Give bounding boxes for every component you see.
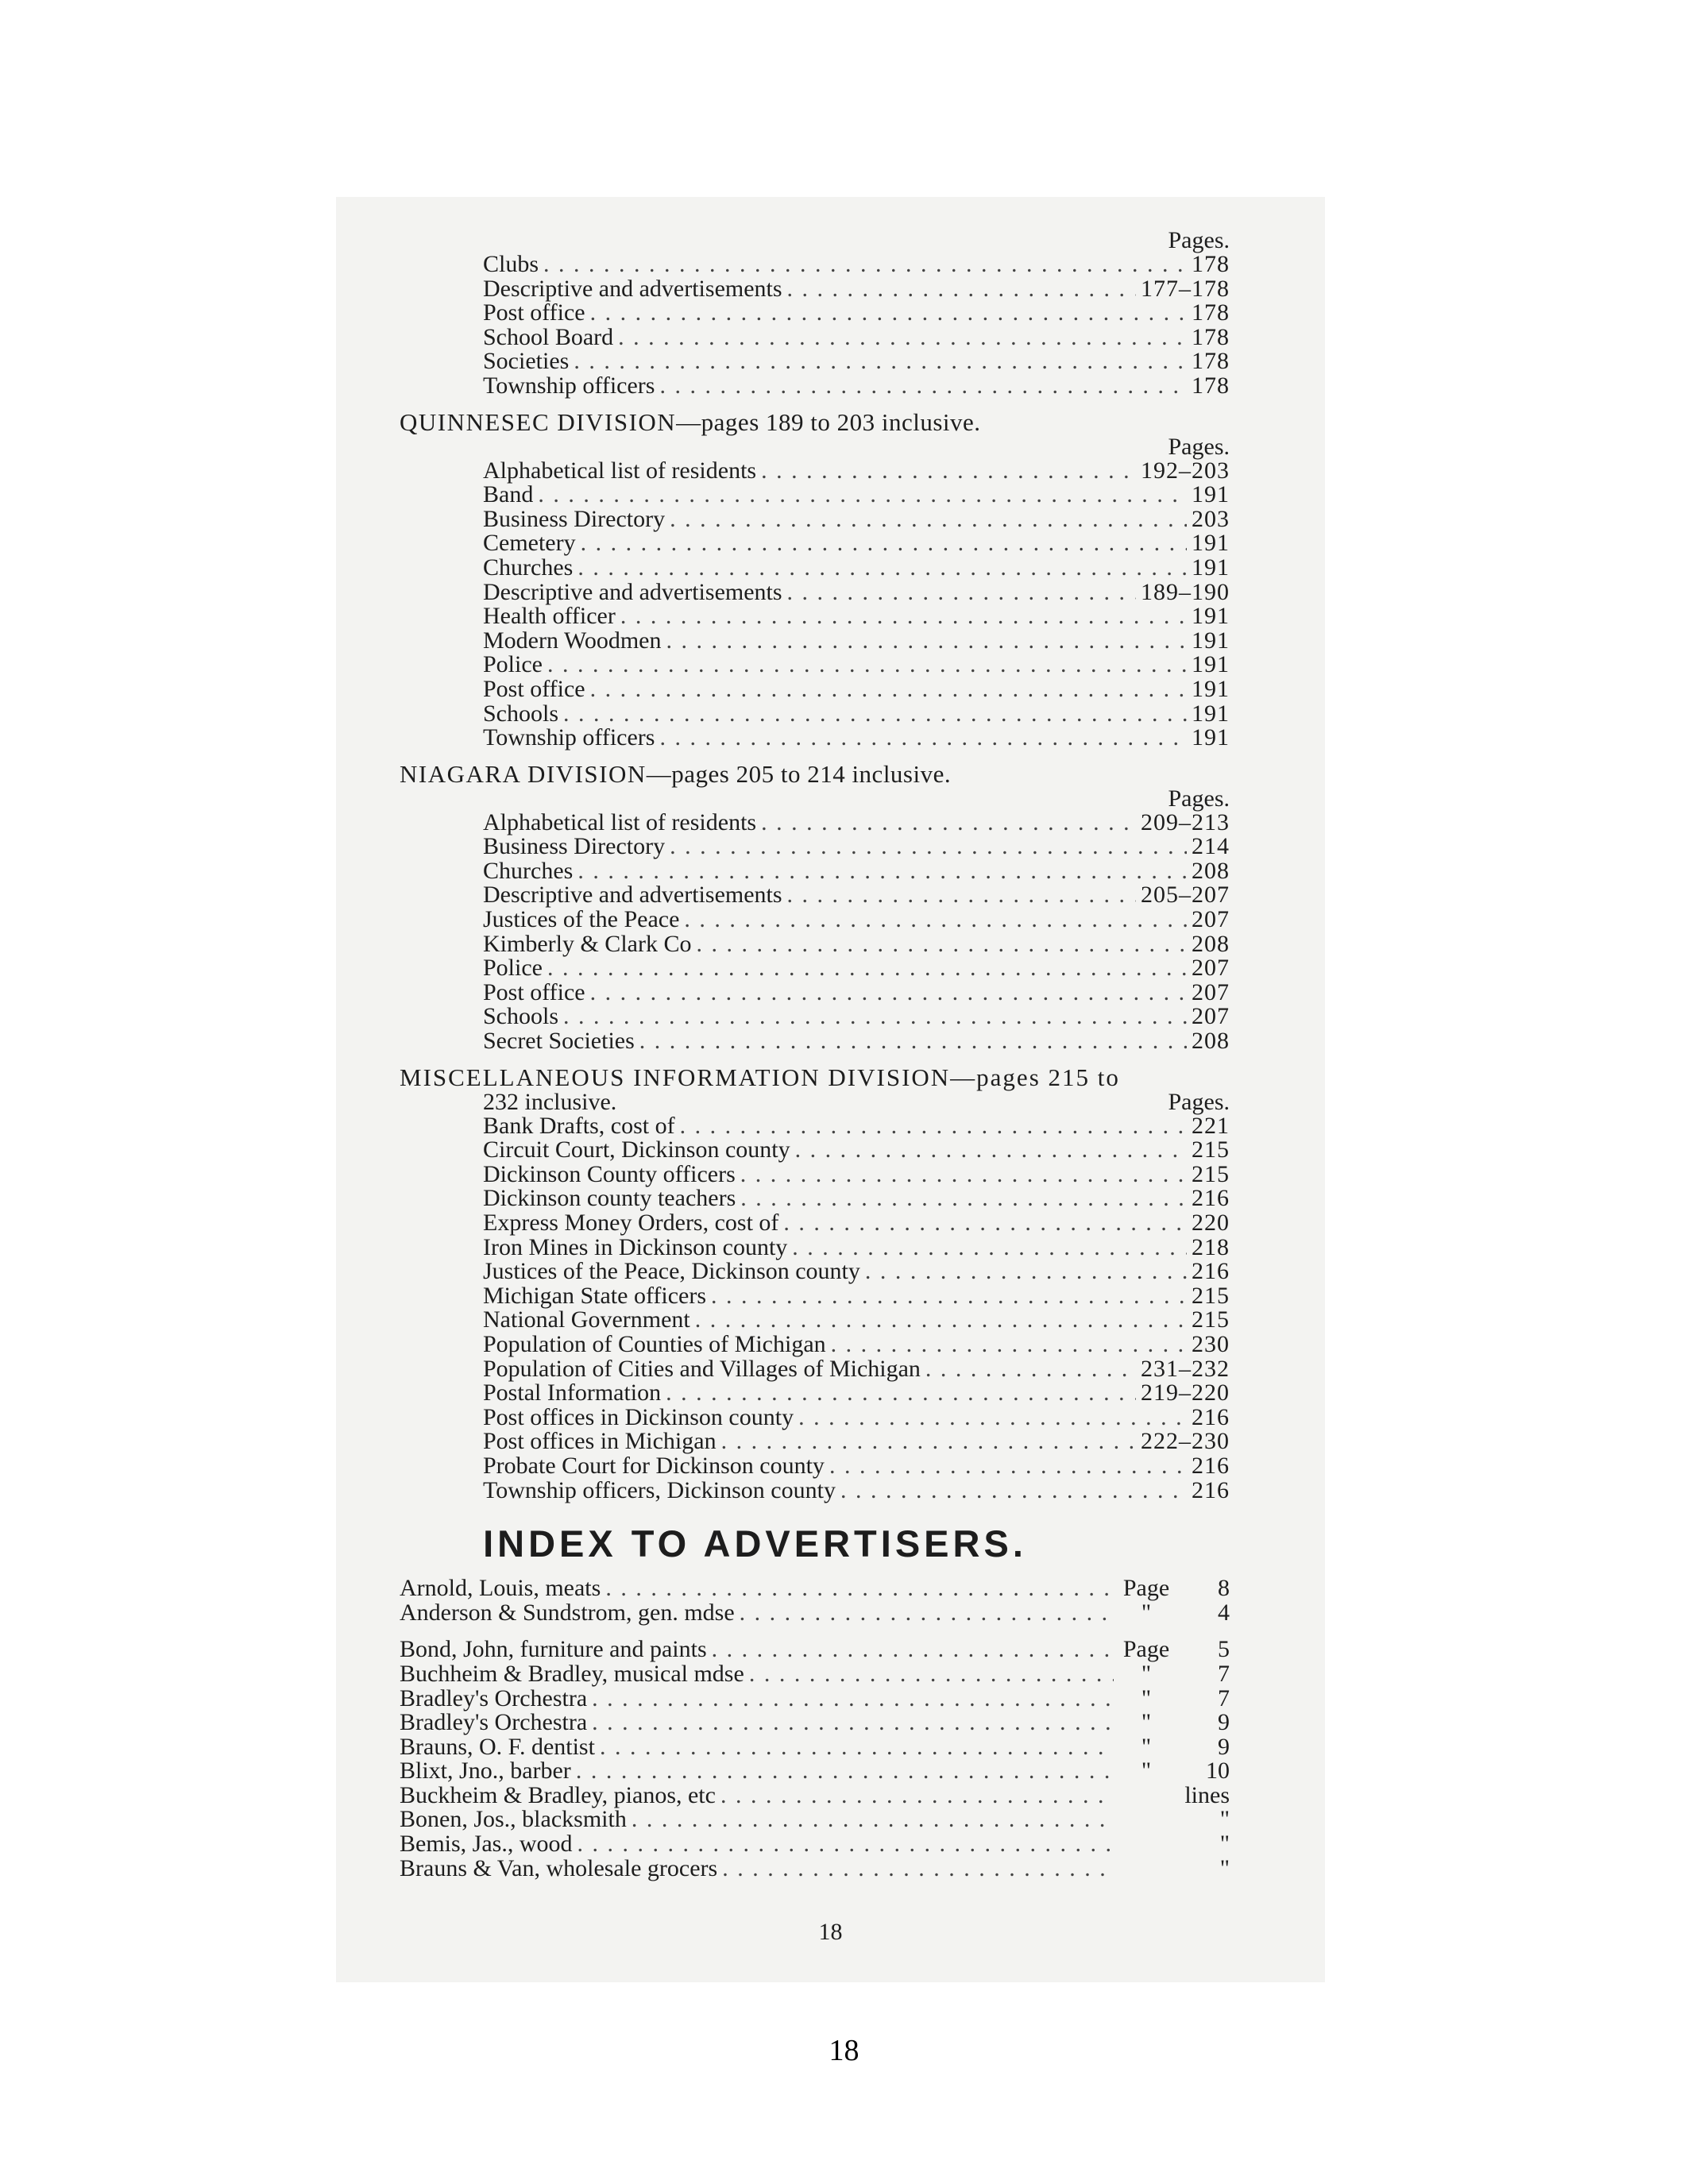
dot-leader — [547, 956, 1187, 981]
dot-leader — [722, 1857, 1114, 1881]
section-title: QUINNESEC DIVISION — [400, 407, 677, 436]
index-entry — [483, 578, 1230, 605]
index-entry — [483, 1284, 1230, 1309]
entry-label: Circuit Court, Dickinson county — [483, 1136, 790, 1163]
dot-leader — [795, 1138, 1187, 1163]
dot-leader — [787, 883, 1136, 908]
dot-leader — [592, 1687, 1114, 1711]
entry-pages: 191 — [1192, 675, 1230, 702]
entry-pages: 178 — [1192, 348, 1230, 375]
entry-label: National Government — [483, 1306, 690, 1333]
entry-label: Post office — [483, 299, 585, 326]
entry-label: Michigan State officers — [483, 1282, 707, 1309]
index-entry — [483, 1005, 1230, 1029]
entry-page-number: 8 — [1218, 1575, 1230, 1602]
entry-page-label: " — [1141, 1684, 1152, 1711]
entry-label: Arnold, Louis, meats — [400, 1575, 601, 1602]
index-entry — [400, 1808, 1230, 1832]
entry-pages: 209–213 — [1141, 808, 1230, 835]
dot-leader — [712, 1638, 1114, 1662]
dot-leader — [632, 1808, 1114, 1832]
index-entry — [483, 1260, 1230, 1284]
entry-pages: 178 — [1192, 251, 1230, 277]
pages-heading: Pages. — [1168, 785, 1230, 812]
index-entry — [483, 978, 1230, 1005]
entry-pages: 205–207 — [1141, 882, 1230, 909]
dot-leader — [711, 1284, 1187, 1309]
entry-page-number: 10 — [1206, 1758, 1230, 1785]
advertisers-title: INDEX TO ADVERTISERS. — [483, 1522, 1027, 1565]
scanned-page — [336, 197, 1325, 1982]
index-entry — [483, 604, 1230, 629]
dot-leader — [563, 702, 1187, 727]
index-entry — [483, 883, 1230, 908]
dot-leader — [605, 1576, 1114, 1601]
index-entry — [483, 1330, 1230, 1357]
section-subtitle: —pages 189 to 203 inclusive. — [676, 407, 981, 436]
dot-leader — [670, 507, 1187, 532]
index-entry — [400, 1684, 1230, 1711]
dot-leader — [590, 677, 1187, 702]
dot-leader — [577, 1832, 1114, 1857]
index-entry — [483, 956, 1230, 981]
entry-pages: 178 — [1192, 323, 1230, 350]
index-entry — [400, 1601, 1230, 1626]
index-entry — [483, 835, 1230, 859]
dot-leader — [600, 1735, 1114, 1760]
entry-label: Societies — [483, 348, 570, 375]
entry-label: Descriptive and advertisements — [483, 275, 782, 302]
entry-page-label: " — [1141, 1758, 1152, 1785]
index-entry — [483, 1029, 1230, 1054]
index-entry — [400, 1711, 1230, 1735]
entry-page-number: " — [1219, 1806, 1230, 1833]
pages-heading: Pages. — [1168, 227, 1230, 253]
entry-label: Dickinson county teachers — [483, 1185, 736, 1212]
entry-label: Schools — [483, 700, 559, 727]
index-entry — [483, 374, 1230, 399]
entry-page-number: 7 — [1218, 1684, 1230, 1711]
entry-label: Justices of the Peace, Dickinson county — [483, 1258, 860, 1285]
index-entry — [483, 1403, 1230, 1430]
quinnesec-section — [400, 407, 1230, 751]
entry-page-number: 4 — [1218, 1599, 1230, 1626]
index-entry — [483, 1187, 1230, 1211]
entry-label: Schools — [483, 1003, 559, 1030]
entry-label: Township officers, Dickinson county — [483, 1476, 836, 1503]
dot-leader — [666, 629, 1187, 654]
dot-leader — [696, 932, 1187, 957]
entry-pages: 216 — [1192, 1185, 1230, 1212]
entry-label: Blixt, Jno., barber — [400, 1758, 571, 1785]
entry-label: Business Directory — [483, 505, 666, 532]
entry-page-number: 9 — [1218, 1709, 1230, 1736]
index-entry — [483, 1160, 1230, 1187]
index-entry — [483, 629, 1230, 654]
index-entry — [483, 323, 1230, 350]
entry-pages: 208 — [1192, 930, 1230, 957]
entry-page-number: " — [1219, 1854, 1230, 1881]
entry-pages: 191 — [1192, 481, 1230, 508]
misc-heading — [400, 1065, 1230, 1090]
entry-label: Township officers — [483, 724, 655, 751]
dot-leader — [618, 326, 1187, 350]
dot-leader — [563, 1005, 1187, 1029]
entry-label: Alphabetical list of residents — [483, 457, 757, 484]
dot-leader — [831, 1333, 1187, 1357]
entry-pages: 214 — [1192, 833, 1230, 860]
entry-page-label: Page — [1122, 1636, 1170, 1663]
dot-leader — [720, 1784, 1114, 1808]
index-entry — [400, 1662, 1230, 1687]
entry-pages: 216 — [1192, 1403, 1230, 1430]
dot-leader — [581, 531, 1187, 556]
entry-pages: 215 — [1192, 1136, 1230, 1163]
index-entry — [483, 1308, 1230, 1333]
entry-pages: 215 — [1192, 1160, 1230, 1187]
advertisers-section — [400, 1522, 1230, 1881]
entry-label: Churches — [483, 857, 574, 884]
entry-page-label: " — [1141, 1709, 1152, 1736]
entry-label: School Board — [483, 323, 614, 350]
entry-pages: 216 — [1192, 1258, 1230, 1285]
entry-label: Police — [483, 651, 543, 678]
index-entry — [483, 459, 1230, 484]
advertisers-group-a — [400, 1576, 1230, 1625]
entry-pages: 207 — [1192, 906, 1230, 933]
entry-pages: 191 — [1192, 603, 1230, 630]
entry-label: Cemetery — [483, 530, 576, 557]
dot-leader — [749, 1662, 1114, 1687]
dot-leader — [840, 1479, 1187, 1503]
dot-leader — [721, 1430, 1136, 1454]
entry-label: Police — [483, 955, 543, 982]
entry-pages: 220 — [1192, 1210, 1230, 1236]
index-entry — [483, 301, 1230, 326]
entry-label: Band — [483, 481, 534, 508]
entry-pages: 216 — [1192, 1476, 1230, 1503]
dot-leader — [670, 835, 1187, 859]
entry-label: Post office — [483, 978, 585, 1005]
entry-page-number: 5 — [1218, 1636, 1230, 1663]
index-entry — [483, 1381, 1230, 1406]
section-title: NIAGARA DIVISION — [400, 759, 647, 788]
entry-label: Population of Cities and Villages of Michigan — [483, 1355, 921, 1382]
entry-label: Bank Drafts, cost of — [483, 1112, 675, 1139]
index-entry — [483, 859, 1230, 884]
index-entry — [483, 483, 1230, 507]
entry-pages: 178 — [1192, 372, 1230, 399]
index-entry — [483, 653, 1230, 677]
entry-label: Bond, John, furniture and paints — [400, 1636, 707, 1663]
entry-pages: 231–232 — [1141, 1355, 1230, 1382]
index-entry — [483, 253, 1230, 277]
clubs-section — [400, 229, 1230, 399]
index-entry — [400, 1735, 1230, 1760]
entry-pages: 207 — [1192, 955, 1230, 982]
entry-label: Secret Societies — [483, 1028, 635, 1055]
entry-pages: 191 — [1192, 627, 1230, 654]
entry-label: Iron Mines in Dickinson county — [483, 1233, 788, 1260]
dot-leader — [740, 1601, 1114, 1626]
entry-label: Descriptive and advertisements — [483, 578, 782, 605]
quinnesec-heading — [400, 407, 1230, 436]
index-entry — [483, 277, 1230, 302]
entry-page-label: " — [1141, 1599, 1152, 1626]
entry-label: Health officer — [483, 603, 616, 630]
section-subtitle: —pages 215 to — [950, 1063, 1120, 1091]
entry-label: Buchheim & Bradley, musical mdse — [400, 1660, 744, 1687]
dot-leader — [925, 1357, 1136, 1382]
index-content — [400, 229, 1230, 1881]
entry-label: Business Directory — [483, 833, 666, 860]
dot-leader — [592, 1711, 1114, 1735]
index-entry — [483, 1233, 1230, 1260]
entry-label: Descriptive and advertisements — [483, 882, 782, 909]
entry-pages: 230 — [1192, 1330, 1230, 1357]
entry-label: Post office — [483, 675, 585, 702]
entry-pages: 207 — [1192, 1003, 1230, 1030]
entry-label: Post offices in Dickinson county — [483, 1403, 794, 1430]
dot-leader — [798, 1406, 1187, 1430]
quinnesec-list — [400, 459, 1230, 751]
entry-pages: 218 — [1192, 1233, 1230, 1260]
dot-leader — [666, 1381, 1136, 1406]
index-entry — [483, 726, 1230, 751]
dot-leader — [740, 1187, 1187, 1211]
index-entry — [483, 531, 1230, 556]
entry-label: Express Money Orders, cost of — [483, 1210, 779, 1236]
dot-leader — [577, 859, 1187, 884]
dot-leader — [620, 604, 1187, 629]
pages-heading: Pages. — [1168, 433, 1230, 460]
entry-label: Bradley's Orchestra — [400, 1684, 588, 1711]
entry-label: Postal Information — [483, 1379, 662, 1406]
niagara-section — [400, 759, 1230, 1055]
dot-leader — [577, 556, 1187, 581]
entry-label: Bonen, Jos., blacksmith — [400, 1806, 627, 1833]
dot-leader — [684, 908, 1187, 932]
entry-page-number: lines — [1184, 1781, 1230, 1808]
entry-label: Brauns & Van, wholesale grocers — [400, 1854, 718, 1881]
dot-leader — [659, 374, 1187, 399]
index-entry — [483, 1454, 1230, 1479]
entry-pages: 189–190 — [1141, 578, 1230, 605]
entry-label: Township officers — [483, 372, 655, 399]
niagara-heading — [400, 759, 1230, 788]
entry-label: Anderson & Sundstrom, gen. mdse — [400, 1599, 735, 1626]
section-title: MISCELLANEOUS INFORMATION DIVISION — [400, 1063, 951, 1091]
pages-heading: Pages. — [1168, 1088, 1230, 1115]
entry-pages: 207 — [1192, 978, 1230, 1005]
dot-leader — [829, 1454, 1187, 1479]
index-entry — [483, 1211, 1230, 1236]
index-entry — [483, 1357, 1230, 1382]
index-entry — [400, 1832, 1230, 1857]
entry-pages: 191 — [1192, 530, 1230, 557]
index-entry — [400, 1576, 1230, 1601]
entry-label: Bemis, Jas., wood — [400, 1831, 573, 1858]
advertisers-group-b — [400, 1638, 1230, 1881]
index-entry — [483, 1114, 1230, 1139]
entry-pages: 222–230 — [1141, 1428, 1230, 1455]
entry-label: Post offices in Michigan — [483, 1428, 717, 1455]
page-number: 18 — [829, 2034, 859, 2067]
entry-pages: 191 — [1192, 700, 1230, 727]
entry-label: Bradley's Orchestra — [400, 1709, 588, 1736]
index-entry — [483, 349, 1230, 374]
entry-pages: 215 — [1192, 1282, 1230, 1309]
index-entry — [483, 556, 1230, 581]
entry-pages: 203 — [1192, 505, 1230, 532]
index-entry — [483, 702, 1230, 727]
index-entry — [400, 1781, 1230, 1808]
entry-pages: 208 — [1192, 1028, 1230, 1055]
entry-pages: 192–203 — [1141, 457, 1230, 484]
entry-label: Buckheim & Bradley, pianos, etc — [400, 1781, 716, 1808]
index-entry — [400, 1759, 1230, 1784]
entry-pages: 219–220 — [1141, 1379, 1230, 1406]
misc-section — [400, 1065, 1230, 1503]
entry-page-label: Page — [1122, 1575, 1170, 1602]
dot-leader — [590, 301, 1187, 326]
section-subtitle: —pages 205 to 214 inclusive. — [646, 759, 952, 788]
entry-label: Alphabetical list of residents — [483, 808, 757, 835]
entry-pages: 215 — [1192, 1306, 1230, 1333]
index-entry — [483, 908, 1230, 932]
entry-pages: 221 — [1192, 1112, 1230, 1139]
dot-leader — [787, 581, 1136, 605]
entry-pages: 216 — [1192, 1452, 1230, 1479]
entry-pages: 177–178 — [1141, 275, 1230, 302]
scan-page-number: 18 — [818, 1919, 843, 1945]
index-entry — [483, 932, 1230, 957]
entry-label: Population of Counties of Michigan — [483, 1330, 826, 1357]
misc-heading-continued: 232 inclusive. Pages. — [483, 1088, 1230, 1115]
entry-label: Probate Court for Dickinson county — [483, 1452, 825, 1479]
entry-label: Justices of the Peace — [483, 906, 680, 933]
dot-leader — [590, 981, 1187, 1005]
dot-leader — [659, 726, 1187, 751]
index-entry — [483, 808, 1230, 835]
misc-list — [400, 1114, 1230, 1503]
dot-leader — [865, 1260, 1187, 1284]
entry-pages: 191 — [1192, 651, 1230, 678]
clubs-list — [400, 253, 1230, 399]
index-entry — [483, 507, 1230, 532]
entry-label: Churches — [483, 554, 574, 581]
index-entry — [400, 1638, 1230, 1662]
dot-leader — [761, 459, 1136, 484]
dot-leader — [740, 1163, 1187, 1187]
entry-page-number: " — [1219, 1831, 1230, 1858]
index-entry — [483, 1430, 1230, 1454]
dot-leader — [543, 253, 1187, 277]
entry-label: Modern Woodmen — [483, 627, 662, 654]
entry-page-number: 9 — [1218, 1733, 1230, 1760]
dot-leader — [574, 349, 1187, 374]
dot-leader — [792, 1236, 1187, 1260]
dot-leader — [639, 1029, 1187, 1054]
index-entry — [483, 1138, 1230, 1163]
dot-leader — [547, 653, 1187, 677]
entry-pages: 191 — [1192, 554, 1230, 581]
dot-leader — [576, 1759, 1114, 1784]
entry-pages: 178 — [1192, 299, 1230, 326]
entry-page-label: " — [1141, 1660, 1152, 1687]
index-entry — [400, 1854, 1230, 1881]
dot-leader — [761, 811, 1136, 835]
entry-page-number: 7 — [1218, 1660, 1230, 1687]
dot-leader — [695, 1308, 1187, 1333]
entry-label: Kimberly & Clark Co — [483, 930, 692, 957]
entry-label: Brauns, O. F. dentist — [400, 1733, 595, 1760]
entry-label: Dickinson County officers — [483, 1160, 736, 1187]
dot-leader — [680, 1114, 1187, 1139]
dot-leader — [787, 277, 1136, 302]
dot-leader — [783, 1211, 1187, 1236]
index-entry — [483, 677, 1230, 702]
entry-page-label: " — [1141, 1733, 1152, 1760]
niagara-list — [400, 808, 1230, 1055]
entry-pages: 191 — [1192, 724, 1230, 751]
index-entry — [483, 1476, 1230, 1503]
entry-label: Clubs — [483, 251, 539, 277]
dot-leader — [538, 483, 1187, 507]
entry-pages: 208 — [1192, 857, 1230, 884]
